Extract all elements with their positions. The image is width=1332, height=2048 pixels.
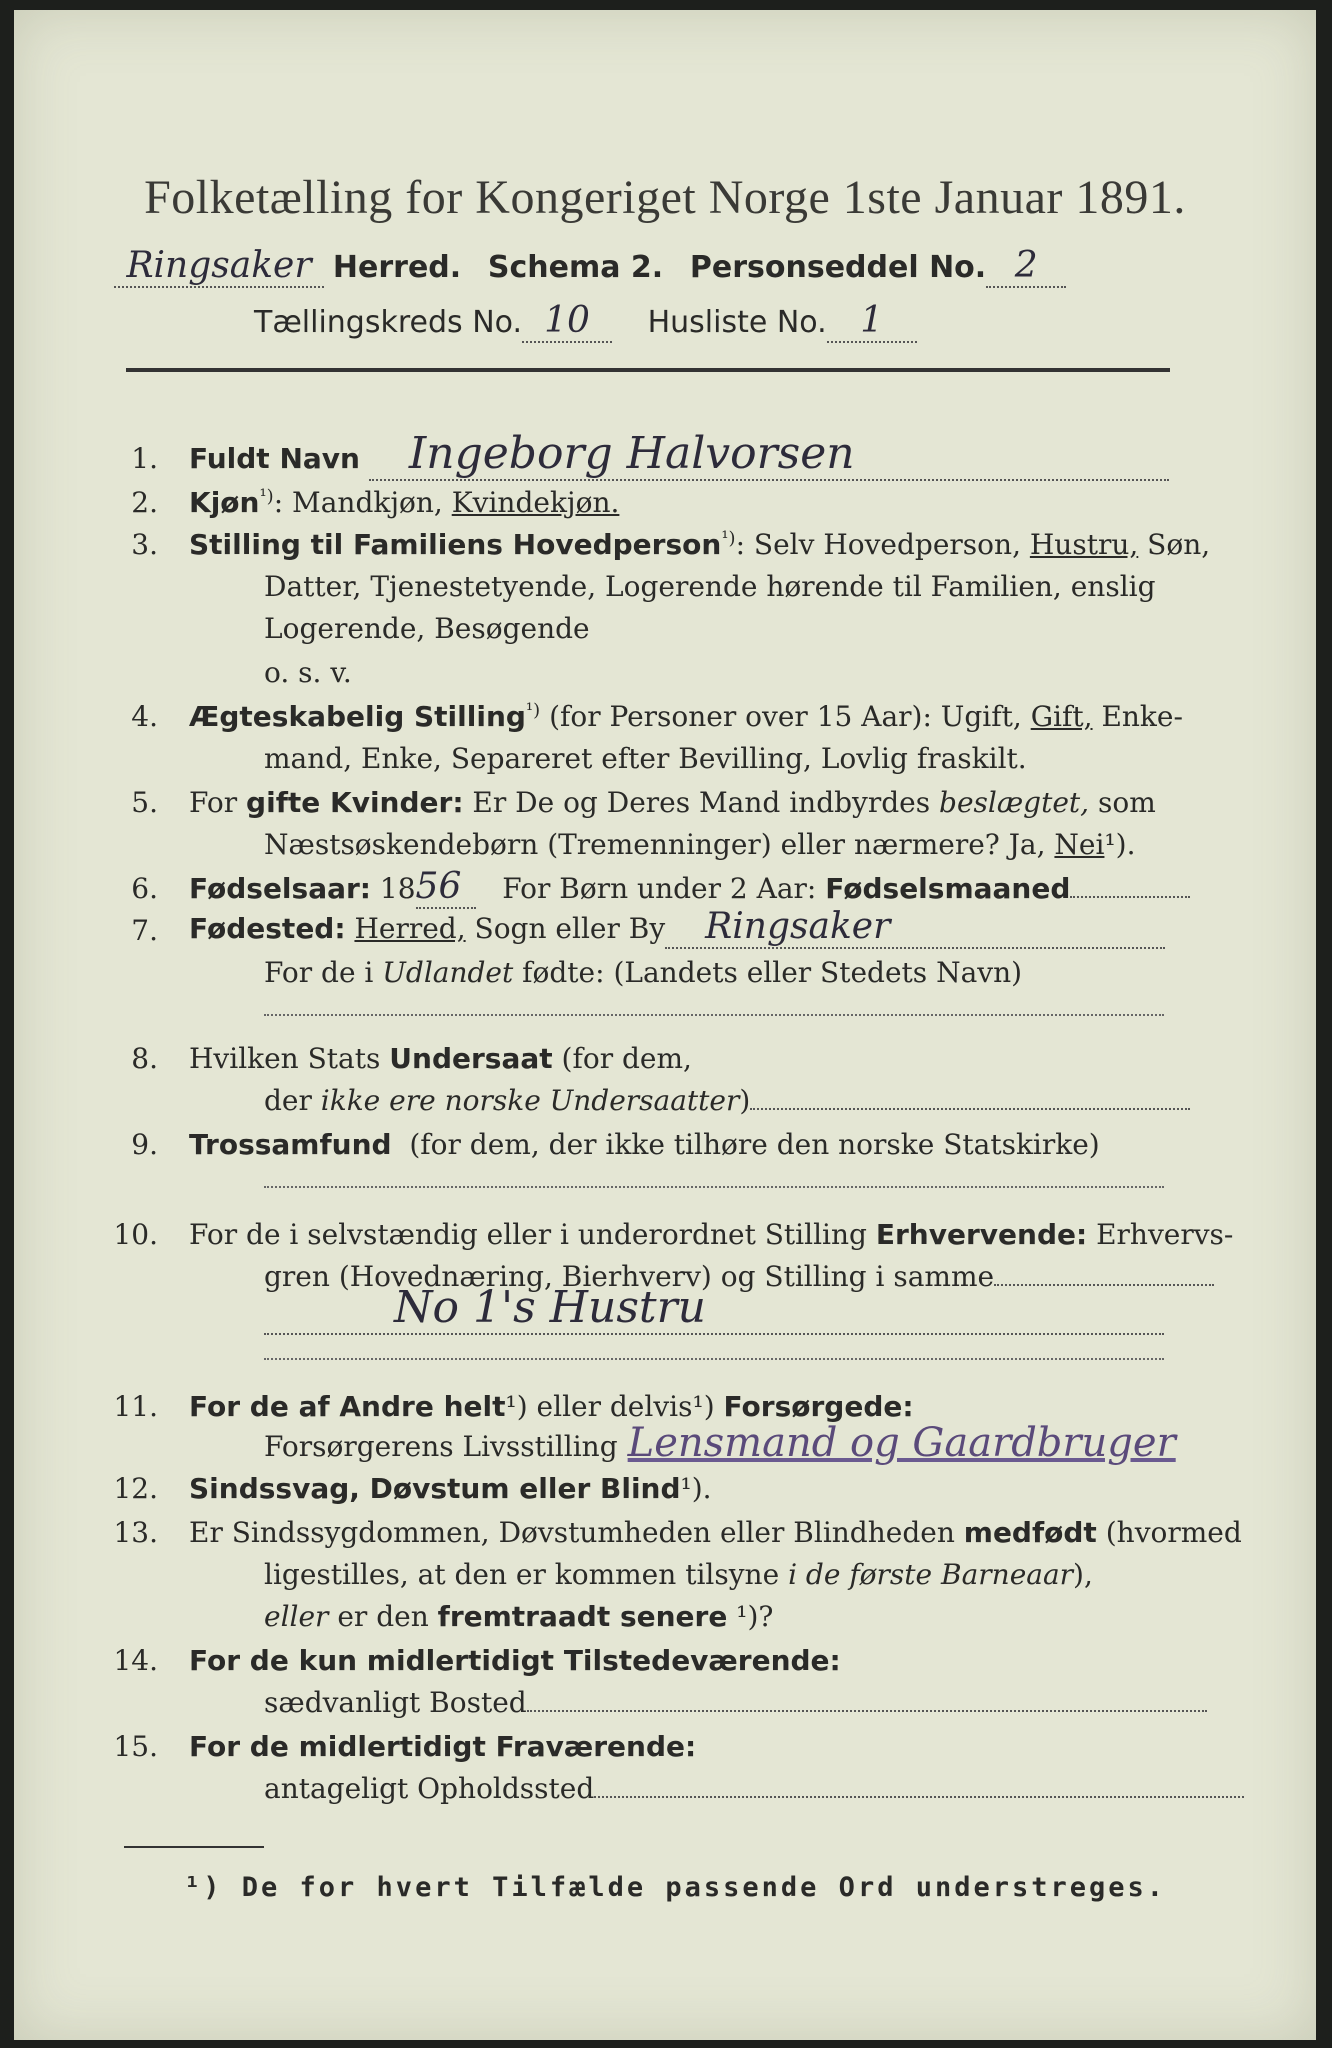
item-stilling-l4: o. s. v. <box>264 656 352 689</box>
item-number: 9. <box>131 1128 158 1161</box>
forsorger-value: Lensmand og Gaardbruger <box>627 1420 1176 1466</box>
item-stilling-l1: Stilling til Familiens Hovedperson$^{^1)}$: Selv Hovedperson, Hustru, Søn, <box>189 528 1211 561</box>
item-undersaat-l1: Hvilken Stats Undersaat (for dem, <box>189 1042 692 1075</box>
erhverv-answer-line <box>264 1358 1164 1360</box>
item-number: 5. <box>131 786 158 819</box>
item-stilling-l2: Datter, Tjenestetyende, Logerende hørende til Familien, enslig <box>264 570 1156 603</box>
item-tilstede-l1: For de kun midlertidigt Tilstedeværende: <box>189 1644 841 1677</box>
item-gifte-l1: For gifte Kvinder: Er De og Deres Mand indbyrdes beslægtet, som <box>189 786 1156 819</box>
stilling-selected: Hustru, <box>1029 528 1139 561</box>
footnote-divider <box>124 1846 264 1848</box>
header-line-herred <box>114 245 1154 288</box>
census-form-page <box>14 10 1316 2040</box>
item-number: 10. <box>113 1218 158 1251</box>
header-divider <box>126 368 1170 372</box>
fodselsaar-value: 56 <box>415 866 462 907</box>
personseddel-value: 2 <box>1014 245 1038 286</box>
herred-value: Ringsaker <box>126 245 312 286</box>
item-forsorgede-l2: Forsørgerens Livsstilling Lensmand og Gaardbruger <box>264 1420 1176 1466</box>
kreds-label: Tællingskreds No. <box>254 305 522 340</box>
kreds-value: 10 <box>544 300 590 341</box>
item-number: 6. <box>131 872 158 905</box>
aegteskab-selected: Gift, <box>1030 700 1093 733</box>
fodested-selected: Herred, <box>354 912 466 945</box>
form-title: Folketælling for Kongeriget Norge 1ste Januar 1891. <box>144 171 1186 224</box>
kjon-label: Kjøn <box>189 486 260 519</box>
item-fuldt-navn <box>189 428 1169 481</box>
item-undersaat-l2: der ikke ere norske Undersaatter) <box>264 1084 1190 1117</box>
item-fodselsaar: Fødselsaar: 1856 For Børn under 2 Aar: Fødselsmaaned <box>189 866 1190 909</box>
item-number: 12. <box>113 1472 158 1505</box>
trossamfund-answer-line <box>264 1186 1164 1188</box>
footnote: ¹) De for hvert Tilfælde passende Ord understreges. <box>184 1872 1167 1903</box>
item-medfodt-l2: ligestilles, at den er kommen tilsyne i de første Barneaar), <box>264 1558 1093 1591</box>
item-number: 7. <box>131 914 158 947</box>
item-number: 14. <box>113 1644 158 1677</box>
fodested-value: Ringsaker <box>705 906 891 947</box>
fuldt-navn-label: Fuldt Navn <box>189 442 360 475</box>
item-erhverv-l2: gren (Hovednæring, Bierhverv) og Stilling i samme <box>264 1260 1214 1293</box>
schema-label: Schema 2. <box>487 250 664 285</box>
fodested-answer-line <box>264 1014 1164 1016</box>
item-trossamfund: Trossamfund (for dem, der ikke tilhøre den norske Statskirke) <box>189 1128 1100 1161</box>
kjon-selected: Kvindekjøn. <box>451 486 620 519</box>
husliste-value: 1 <box>860 300 884 341</box>
item-aegteskab-l1: Ægteskabelig Stilling$^{^1)}$ (for Personer over 15 Aar): Ugift, Gift, Enke- <box>189 700 1183 733</box>
item-fodested-l1: Fødested: Herred, Sogn eller By Ringsaker <box>189 906 1165 949</box>
item-number: 4. <box>131 700 158 733</box>
item-forsorgede-l1: For de af Andre helt¹) eller delvis¹) Forsørgede: <box>189 1390 914 1423</box>
item-aegteskab-l2: mand, Enke, Separeret efter Bevilling, Lovlig fraskilt. <box>264 742 1027 775</box>
header-line-kreds <box>254 300 917 343</box>
item-fravaer-l1: For de midlertidigt Fraværende: <box>189 1730 697 1763</box>
fuldt-navn-value: Ingeborg Halvorsen <box>408 428 855 479</box>
item-kjon: Kjøn$^{^1)}$: Mandkjøn, Kvindekjøn. <box>189 486 620 519</box>
item-number: 8. <box>131 1042 158 1075</box>
item-number: 1. <box>131 442 158 475</box>
item-tilstede-l2: sædvanligt Bosted <box>264 1686 1207 1719</box>
item-number: 13. <box>113 1516 158 1549</box>
item-sindssvag: Sindssvag, Døvstum eller Blind¹). <box>189 1472 712 1505</box>
item-medfodt-l1: Er Sindssygdommen, Døvstumheden eller Blindheden medfødt (hvormed <box>189 1516 1242 1549</box>
item-stilling-l3: Logerende, Besøgende <box>264 612 590 645</box>
item-gifte-l2: Næstsøskendebørn (Tremenninger) eller nærmere? Ja, Nei¹). <box>264 828 1136 861</box>
gifte-selected: Nei <box>1054 828 1105 861</box>
item-number: 15. <box>113 1730 158 1763</box>
item-erhverv-answer <box>264 1282 1164 1335</box>
item-erhverv-l1: For de i selvstændig eller i underordnet Stilling Erhvervende: Erhvervs- <box>189 1218 1234 1251</box>
item-number: 11. <box>113 1390 158 1423</box>
item-number: 3. <box>131 528 158 561</box>
item-number: 2. <box>131 486 158 519</box>
item-fodested-l2: For de i Udlandet fødte: (Landets eller Stedets Navn) <box>264 956 1023 989</box>
item-medfodt-l3: eller er den fremtraadt senere ¹)? <box>264 1600 774 1633</box>
item-fravaer-l2: antageligt Opholdssted <box>264 1772 1244 1805</box>
erhverv-value: No 1's Hustru <box>394 1282 706 1333</box>
personseddel-label: Personseddel No. <box>689 250 987 285</box>
herred-label: Herred. <box>332 250 462 285</box>
husliste-label: Husliste No. <box>647 305 827 340</box>
